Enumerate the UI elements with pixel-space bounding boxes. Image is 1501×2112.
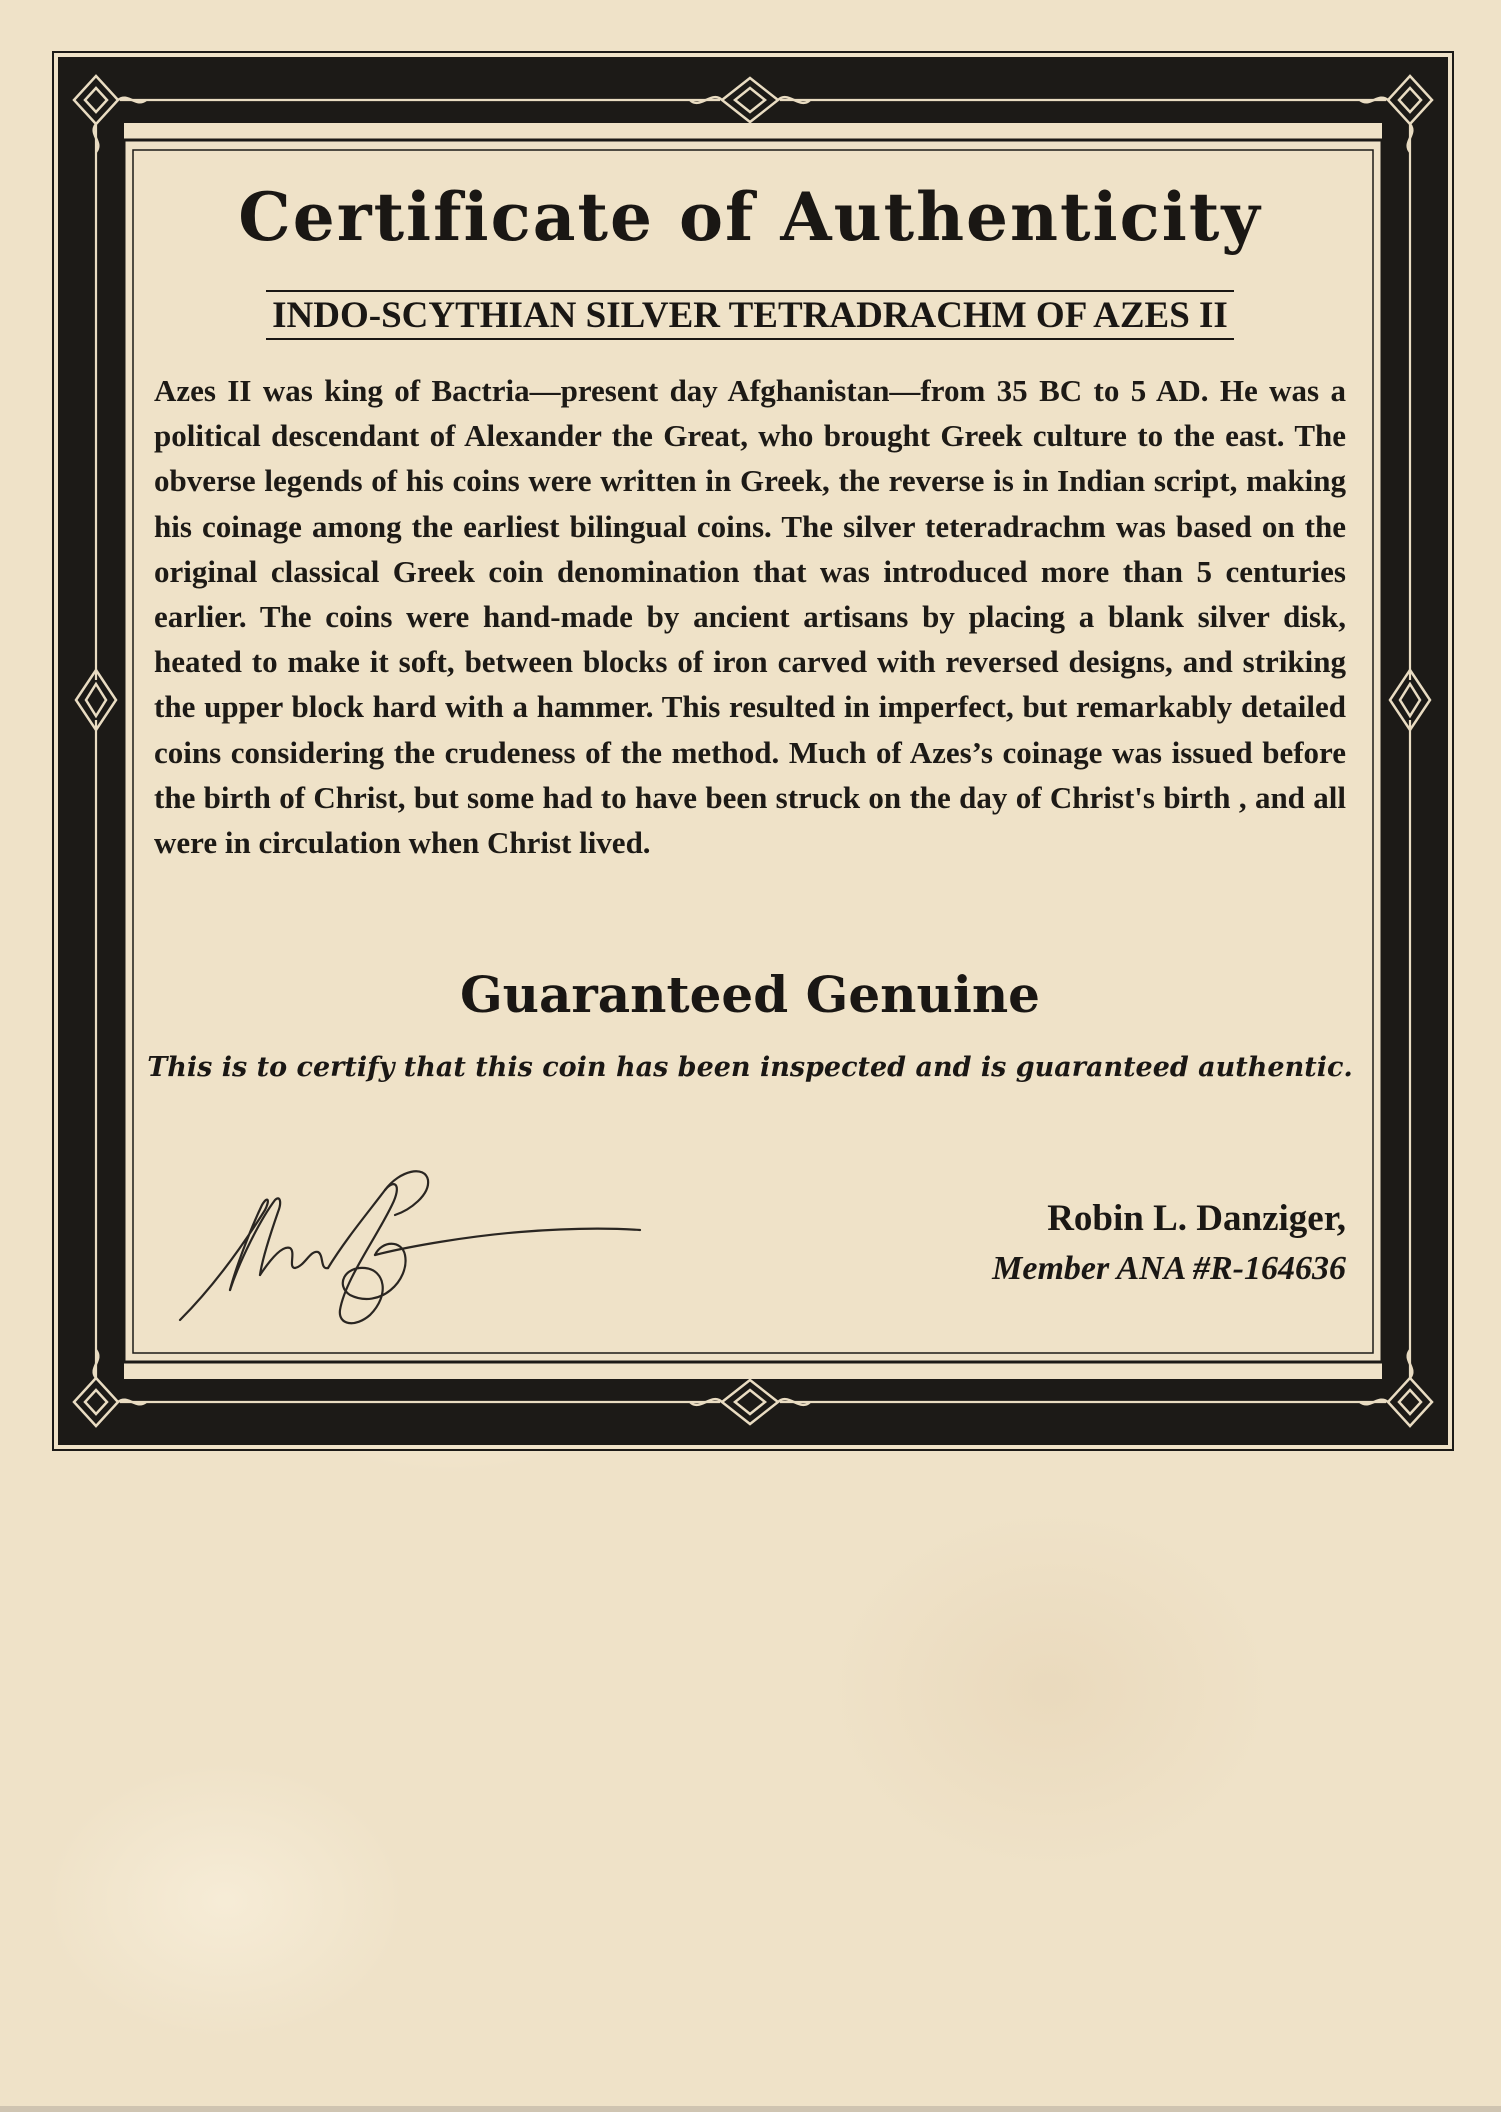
coin-subtitle-text: INDO-SCYTHIAN SILVER TETRADRACHM OF AZES II (266, 290, 1234, 340)
certificate-body: Azes II was king of Bactria—present day Afghanistan—from 35 BC to 5 AD. He was a political descendant of Alexander the Great, who brought Greek culture to the east. The obverse legends of his coins were written in Greek, the reverse is in Indian script, making his coinage among the earliest bilingual coins. The silver teteradrachm was based on the original classical Greek coin denomination that was introduced more than 5 centuries earlier. The coins were hand-made by ancient artisans by placing a blank silver disk, heated to make it soft, between blocks of iron carved with reversed designs, and striking the upper block hard with a hammer. This resulted in imperfect, but remarkably detailed coins considering the crudeness of the method. Much of Azes’s coinage was issued before the birth of Christ, but some had to have been struck on the day of Christ's birth , and all were in circulation when Christ lived. (154, 373, 1346, 861)
handwritten-signature (170, 1150, 650, 1350)
guarantee-statement: This is to certify that this coin has been inspected and is guaranteed authentic. (147, 1052, 1353, 1083)
signer-membership: Member ANA #R-164636 (992, 1250, 1346, 1287)
guarantee-heading: Guaranteed Genuine (459, 965, 1040, 1024)
certificate-content (130, 150, 1370, 1340)
certificate-title: Certificate of Authenticity (238, 178, 1262, 256)
signer-name: Robin L. Danziger, (1047, 1198, 1346, 1239)
coin-subtitle (130, 290, 1370, 340)
